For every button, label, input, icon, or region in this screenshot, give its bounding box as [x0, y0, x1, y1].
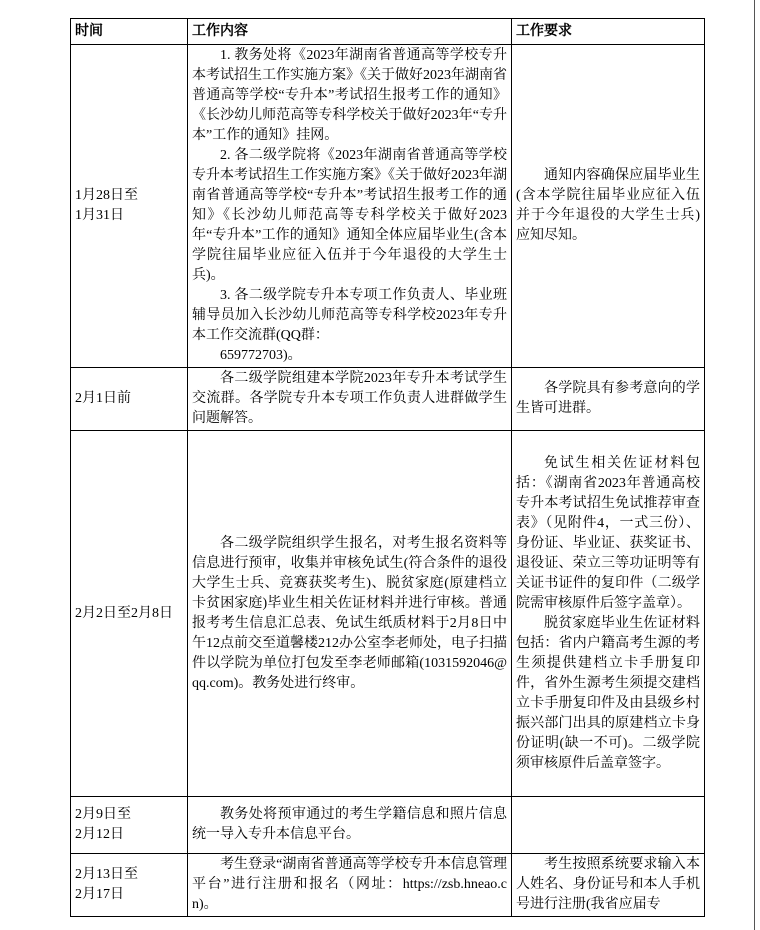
work-requirement-cell-paragraph: 脱贫家庭毕业生佐证材料包括：省内户籍高考生源的考生须提供建档立卡手册复印件，省外生源考生须提交建档立卡手册复印件及由县级乡村振兴部门出具的原建档立卡身份证明(缺一不可)。二级学院须审核原件后盖章签字。	[516, 615, 700, 771]
header-work-requirement: 工作要求	[512, 19, 705, 45]
work-content-cell-paragraph: 3. 各二级学院专升本专项工作负责人、毕业班辅导员加入长沙幼儿师范高等专科学校2023年专升本工作交流群(QQ群：	[192, 288, 507, 343]
work-content-cell	[188, 368, 512, 431]
work-requirement-cell-paragraph: 考生按照系统要求输入本人姓名、身份证号和本人手机号进行注册(我省应届专	[516, 857, 700, 912]
time-cell	[71, 45, 188, 368]
time-line: 1月31日	[75, 208, 124, 223]
work-requirement-cell	[512, 797, 705, 854]
time-cell	[71, 854, 188, 917]
time-line: 1月28日至	[75, 188, 138, 203]
work-requirement-cell	[512, 368, 705, 431]
time-line: 2月1日前	[75, 391, 131, 406]
work-content-cell-paragraph: 659772703)。	[220, 348, 302, 363]
time-cell	[71, 368, 188, 431]
table-row	[71, 797, 705, 854]
time-line: 2月13日至	[75, 867, 138, 882]
work-content-cell	[188, 45, 512, 368]
work-requirement-cell	[512, 45, 705, 368]
table-row	[71, 854, 705, 917]
work-content-cell-paragraph: 各二级学院组织学生报名，对考生报名资料等信息进行预审，收集并审核免试生(符合条件的退役大学生士兵、竞赛获奖考生)、脱贫家庭(原建档立卡贫困家庭)毕业生相关佐证材料并进行审核。普通报考考生信息汇总表、免试生纸质材料于2月8日中午12点前交至道馨楼212办公室李老师处，电子扫描件以学院为单位打包发至李老师邮箱(1031592046@qq.com)。教务处进行终审。	[192, 535, 507, 691]
schedule-table-body	[71, 45, 705, 917]
page-right-border	[754, 0, 755, 930]
table-header-row	[71, 19, 705, 45]
time-line: 2月9日至	[75, 807, 131, 822]
time-cell	[71, 797, 188, 854]
table-row	[71, 45, 705, 368]
work-content-cell-paragraph: 教务处将预审通过的考生学籍信息和照片信息统一导入专升本信息平台。	[192, 807, 507, 842]
schedule-table	[70, 18, 705, 917]
work-content-cell-paragraph: 考生登录“湖南省普通高等学校专升本信息管理平台”进行注册和报名（网址：https://zsb.hneao.cn)。	[192, 857, 507, 912]
work-requirement-cell-paragraph: 免试生相关佐证材料包括：《湖南省2023年普通高校专升本考试招生免试推荐审查表》（见附件4，一式三份）、身份证、毕业证、获奖证书、退役证、荣立三等功证明等有关证书证件的复印件（二级学院需审核原件后签字盖章）。	[516, 455, 700, 611]
header-work-content: 工作内容	[188, 19, 512, 45]
work-content-cell	[188, 797, 512, 854]
work-content-cell-paragraph: 各二级学院组建本学院2023年专升本考试学生交流群。各学院专升本专项工作负责人进群做学生问题解答。	[192, 371, 507, 426]
time-cell	[71, 431, 188, 797]
work-requirement-cell-paragraph: 各学院具有参考意向的学生皆可进群。	[516, 381, 700, 416]
time-line: 2月2日至2月8日	[75, 605, 173, 621]
time-line: 2月17日	[75, 887, 124, 902]
work-content-cell	[188, 431, 512, 797]
work-content-cell-paragraph: 2. 各二级学院将《2023年湖南省普通高等学校专升本考试招生工作实施方案》《关于做好2023年湖南省普通高等学校“专升本”考试招生报考工作的通知》《长沙幼儿师范高等专科学校关于做好2023年“专升本”工作的通知》通知全体应届毕业生(含本学院往届毕业应征入伍并于今年退役的大学生士兵)。	[192, 148, 507, 283]
work-content-cell-paragraph: 1. 教务处将《2023年湖南省普通高等学校专升本考试招生工作实施方案》《关于做好2023年湖南省普通高等学校“专升本”考试招生报考工作的通知》《长沙幼儿师范高等专科学校关于做好2023年“专升本”工作的通知》挂网。	[192, 48, 507, 143]
table-row	[71, 368, 705, 431]
table-row	[71, 431, 705, 797]
work-content-cell	[188, 854, 512, 917]
time-line: 2月12日	[75, 827, 124, 842]
header-time: 时间	[71, 19, 188, 45]
work-requirement-cell-paragraph: 通知内容确保应届毕业生(含本学院往届毕业应征入伍并于今年退役的大学生士兵)应知尽知。	[516, 168, 700, 243]
work-requirement-cell	[512, 854, 705, 917]
work-requirement-cell	[512, 431, 705, 797]
